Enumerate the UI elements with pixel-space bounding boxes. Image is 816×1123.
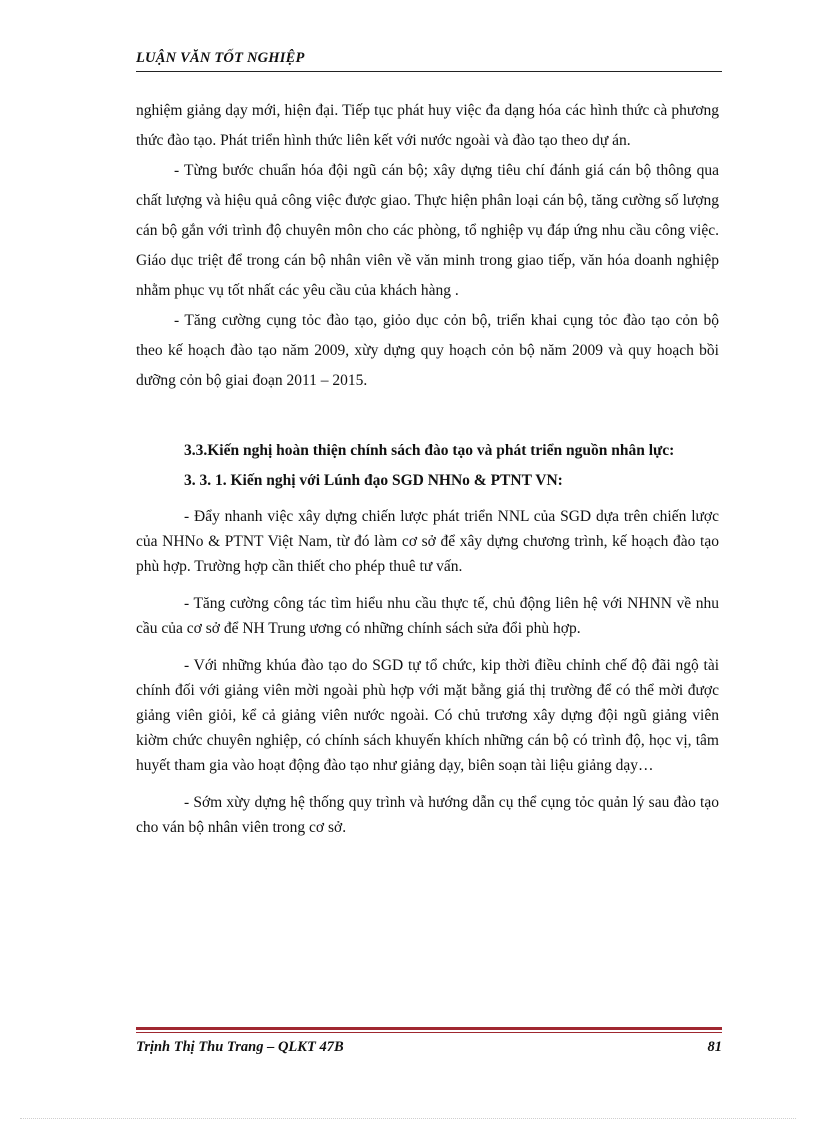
document-body bbox=[136, 96, 719, 840]
header-title: LUẬN VĂN TỐT NGHIỆP bbox=[136, 50, 305, 66]
paragraph-continuation: nghiệm giảng dạy mới, hiện đại. Tiếp tục phát huy việc đa dạng hóa các hình thức cà phương thức đào tạo. Phát triển hình thức liên kết với nước ngoài và đào tạo theo dự án. bbox=[136, 102, 719, 149]
paragraph-standardize-staff: - Từng bước chuẩn hóa đội ngũ cán bộ; xây dựng tiêu chí đánh giá cán bộ thông qua chất lượng và hiệu quả công việc được giao. Thực hiện phân loại cán bộ, tăng cường số lượng cán bộ gắn với trình độ chuyên môn cho các phòng, tổ nghiệp vụ đáp ứng nhu cầu công việc. Giáo dục triệt để trong cán bộ nhân viên về văn minh trong giao tiếp, văn hóa doanh nghiệp nhằm phục vụ tốt nhất các yêu cầu của khách hàng . bbox=[136, 162, 719, 299]
paragraph-lecturers: - Với những khúa đào tạo do SGD tự tổ chức, kip thời điều chỉnh chế độ đãi ngộ tài chính đối với giảng viên mời ngoài phù hợp với mặt bằng giá thị trường để có thể mời được giảng viên giỏi, kể cả giảng viên nước ngoài. Có chủ trương xây dựng đội ngũ giảng viên kiờm chức chuyên nghiệp, có chính sách khuyến khích những cán bộ có trình độ, học vị, tâm huyết tham gia vào hoạt động đào tạo như giảng dạy, biên soạn tài liệu giảng dạy… bbox=[136, 657, 719, 774]
subsection-heading-3-3-1: 3. 3. 1. Kiến nghị với Lúnh đạo SGD NHNo & PTNT VN: bbox=[184, 472, 563, 489]
footer-rule-thick bbox=[136, 1027, 722, 1030]
paragraph-post-training: - Sớm xừy dựng hệ thống quy trình và hướng dẫn cụ thể cụng tỏc quản lý sau đào tạo cho ván bộ nhân viên trong cơ sở. bbox=[136, 794, 719, 836]
paragraph-strategy: - Đẩy nhanh việc xây dựng chiến lược phát triển NNL của SGD dựa trên chiến lược của NHNo & PTNT Việt Nam, từ đó làm cơ sở để xây dựng chương trình, kế hoạch đào tạo phù hợp. Trường hợp cần thiết cho phép thuê tư vấn. bbox=[136, 508, 719, 575]
footer-author: Trịnh Thị Thu Trang – QLKT 47B bbox=[136, 1039, 344, 1055]
footer-row bbox=[136, 1039, 722, 1056]
page-bottom-border bbox=[20, 1118, 796, 1119]
paragraph-needs-survey: - Tăng cường công tác tìm hiểu nhu cầu thực tế, chủ động liên hệ với NHNN về nhu cầu của cơ sở để NH Trung ương có những chính sách sửa đổi phù hợp. bbox=[136, 595, 719, 637]
page-header bbox=[136, 50, 722, 72]
header-rule bbox=[136, 71, 722, 72]
section-heading-3-3: 3.3.Kiến nghị hoàn thiện chính sách đào tạo và phát triển nguồn nhân lực: bbox=[184, 442, 675, 459]
paragraph-training-plan: - Tăng cường cụng tỏc đào tạo, giỏo dục cỏn bộ, triển khai cụng tỏc đào tạo cỏn bộ theo kế hoạch đào tạo năm 2009, xừy dựng quy hoạch cỏn bộ năm 2009 và quy hoạch bồi dưỡng cỏn bộ giai đoạn 2011 – 2015. bbox=[136, 312, 719, 389]
footer-rule-thin bbox=[136, 1032, 722, 1033]
footer-page-number: 81 bbox=[707, 1039, 722, 1055]
page-footer bbox=[136, 1027, 722, 1056]
